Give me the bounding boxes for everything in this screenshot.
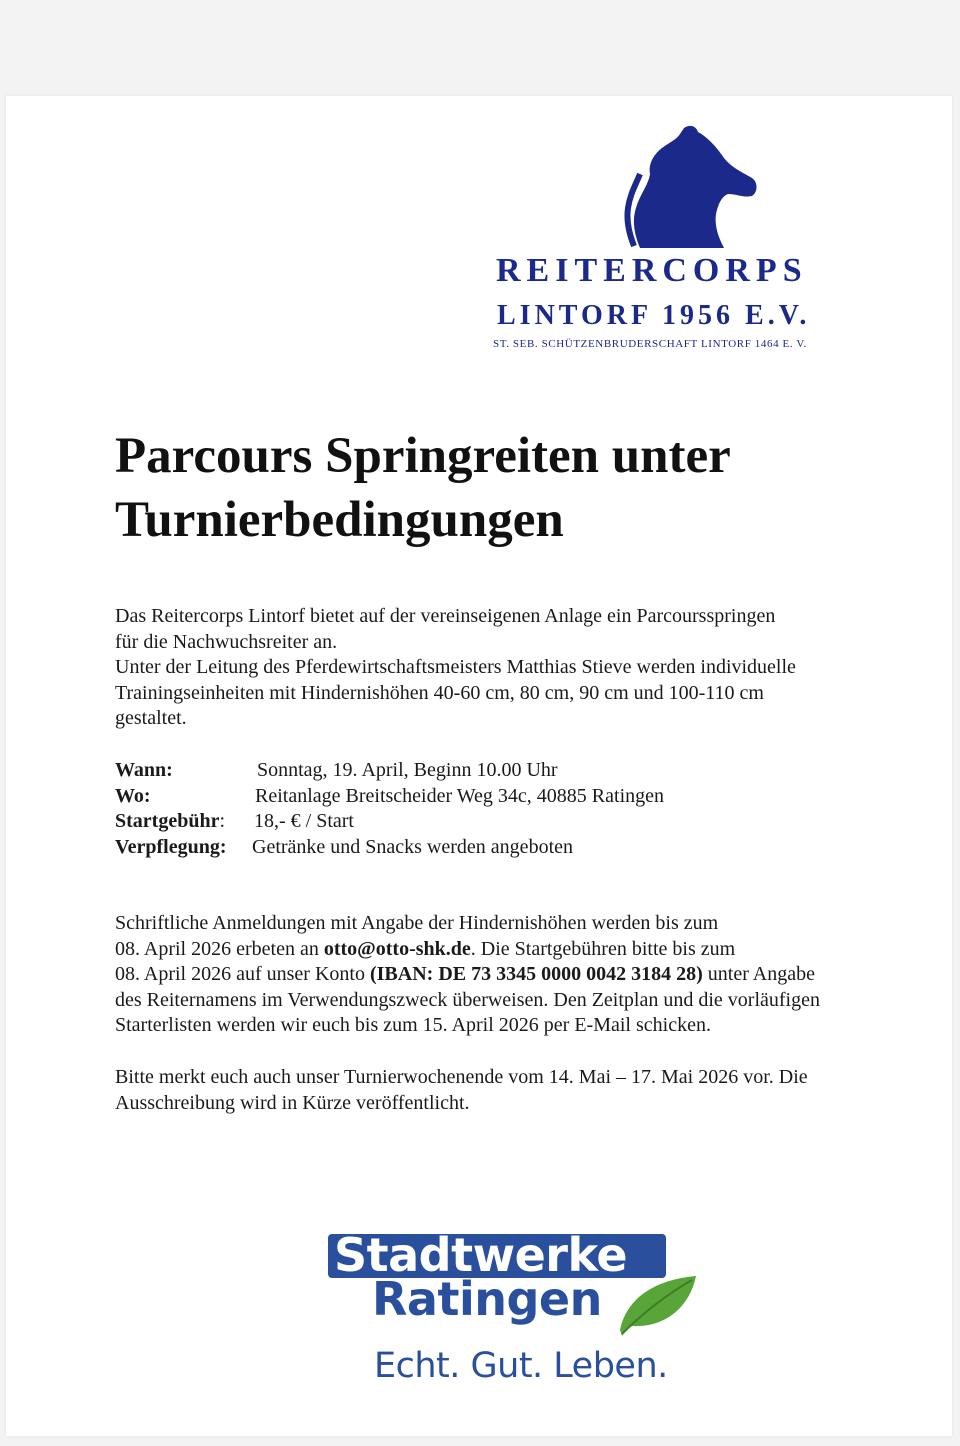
startgebuehr-label-wrap bbox=[115, 809, 254, 835]
intro-line: für die Nachwuchsreiter an. bbox=[115, 630, 338, 653]
registration-text: unter Angabe bbox=[702, 963, 815, 986]
detail-row-wann bbox=[115, 758, 905, 784]
leaf-icon bbox=[612, 1270, 698, 1340]
sponsor-slogan: Echt. Gut. Leben. bbox=[374, 1346, 668, 1386]
wo-label: Wo: bbox=[115, 784, 151, 807]
reitercorps-logo bbox=[488, 124, 858, 354]
wann-value: Sonntag, 19. April, Beginn 10.00 Uhr bbox=[257, 759, 558, 781]
registration-paragraph bbox=[115, 911, 915, 1039]
horse-head-icon bbox=[620, 124, 760, 252]
startgebuehr-colon: : bbox=[219, 810, 226, 833]
title-line-1: Parcours Springreiten unter bbox=[115, 428, 731, 484]
title-line-2: Turnierbedingungen bbox=[115, 492, 564, 548]
stadtwerke-logo bbox=[326, 1228, 706, 1392]
intro-line: Trainingseinheiten mit Hindernishöhen 40-60 cm, 80 cm, 90 cm und 100-110 cm bbox=[115, 681, 764, 704]
detail-row-startgebuehr bbox=[115, 809, 905, 835]
iban-text: (IBAN: DE 73 3345 0000 0042 3184 28) bbox=[369, 963, 703, 986]
event-details bbox=[115, 758, 905, 860]
page-title bbox=[115, 424, 875, 552]
verpflegung-label: Verpflegung: bbox=[115, 835, 227, 858]
sponsor-name-line-2: Ratingen bbox=[372, 1272, 602, 1326]
startgebuehr-value: 18,- € / Start bbox=[254, 810, 354, 833]
intro-line: gestaltet. bbox=[115, 707, 187, 730]
brand-line-2: LINTORF 1956 E.V. bbox=[497, 300, 811, 331]
wo-value: Reitanlage Breitscheider Weg 34c, 40885 Ratingen bbox=[255, 784, 665, 807]
detail-row-verpflegung bbox=[115, 835, 905, 861]
brand-line-3: ST. SEB. SCHÜTZENBRUDERSCHAFT LINTORF 1464 E. V. bbox=[493, 338, 807, 350]
tournament-note bbox=[115, 1065, 915, 1116]
registration-line bbox=[115, 937, 915, 963]
registration-text: . Die Startgebühren bitte bis zum bbox=[470, 937, 736, 960]
registration-text: 08. April 2026 auf unser Konto bbox=[115, 963, 370, 986]
note-line: Bitte merkt euch auch unser Turnierwochenende vom 14. Mai – 17. Mai 2026 vor. Die bbox=[115, 1066, 808, 1088]
registration-text: 08. April 2026 erbeten an bbox=[115, 937, 324, 960]
intro-line: Unter der Leitung des Pferdewirtschaftsmeisters Matthias Stieve werden individuelle bbox=[115, 656, 796, 679]
brand-line-1: REITERCORPS bbox=[496, 252, 808, 289]
startgebuehr-label: Startgebühr bbox=[115, 810, 220, 833]
intro-paragraph bbox=[115, 604, 905, 732]
wann-label: Wann: bbox=[115, 759, 173, 781]
intro-line: Das Reitercorps Lintorf bietet auf der vereinseigenen Anlage ein Parcoursspringen bbox=[115, 605, 776, 627]
note-line: Ausschreibung wird in Kürze veröffentlicht. bbox=[115, 1091, 470, 1114]
email-link[interactable]: otto@otto-shk.de bbox=[323, 937, 471, 960]
registration-line: Schriftliche Anmeldungen mit Angabe der Hindernishöhen werden bis zum bbox=[115, 912, 719, 934]
registration-line: Starterlisten werden wir euch bis zum 15. April 2026 per E-Mail schicken. bbox=[115, 1014, 711, 1037]
registration-line: des Reiternamens im Verwendungszweck überweisen. Den Zeitplan und die vorläufigen bbox=[115, 988, 820, 1011]
registration-line bbox=[115, 962, 915, 988]
verpflegung-value: Getränke und Snacks werden angeboten bbox=[252, 835, 573, 858]
sponsor-name-line-1: Stadtwerke bbox=[334, 1228, 628, 1282]
detail-row-wo bbox=[115, 784, 905, 810]
